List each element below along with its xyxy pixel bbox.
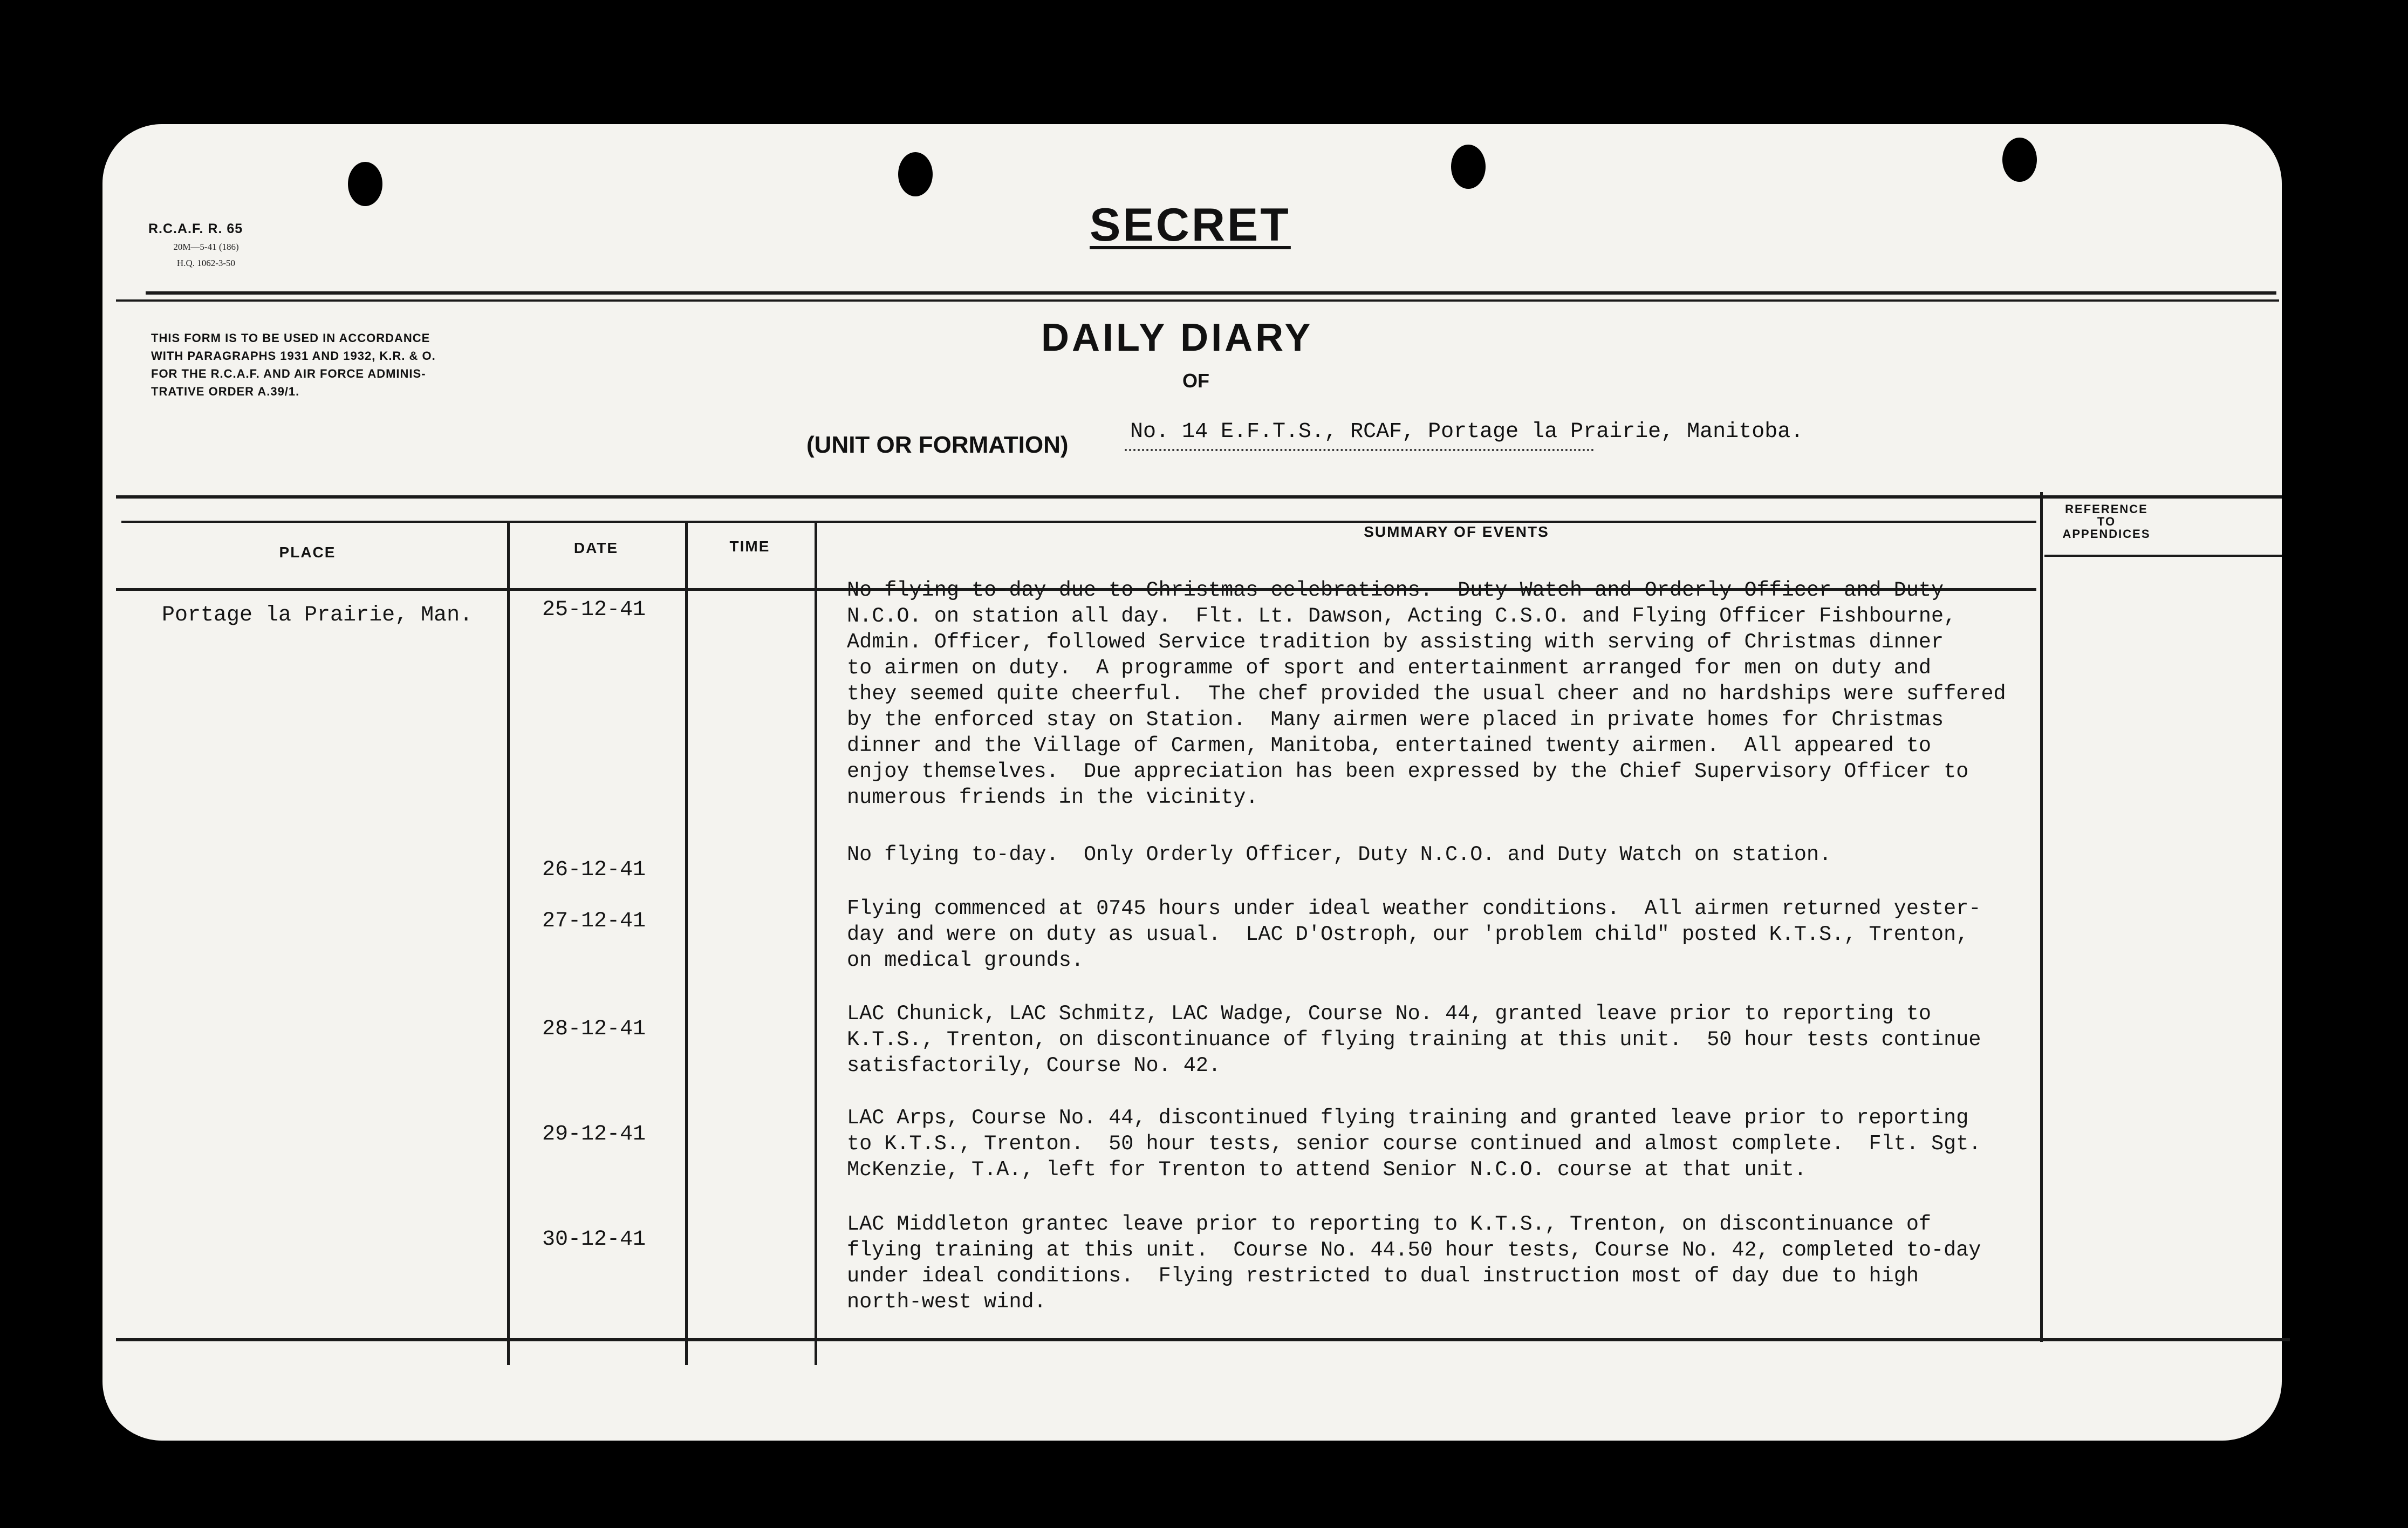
summary-line: numerous friends in the vicinity. <box>847 786 1258 809</box>
reference-header-line-1: REFERENCE <box>2065 502 2148 516</box>
document-title-of: OF <box>1182 370 1209 392</box>
binder-hole-3 <box>1451 145 1486 189</box>
binder-hole-2 <box>898 152 933 196</box>
date-time-divider <box>685 521 688 1365</box>
entry-date-5: 29-12-41 <box>542 1122 646 1147</box>
entry-date-1: 25-12-41 <box>542 598 646 622</box>
unit-label: (UNIT OR FORMATION) <box>806 432 1069 458</box>
entry-date-6: 30-12-41 <box>542 1227 646 1252</box>
form-hq-code: H.Q. 1062-3-50 <box>176 258 236 268</box>
binder-hole-4 <box>2002 138 2037 182</box>
entry-place: Portage la Prairie, Man. <box>162 603 473 627</box>
unit-value: No. 14 E.F.T.S., RCAF, Portage la Prairie, Manitoba. <box>1130 420 1804 444</box>
reference-header-rule <box>2044 555 2282 557</box>
summary-line: No flying to-day due to Christmas celebrations. Duty Watch and Orderly Officer and Duty <box>847 578 1944 602</box>
time-summary-divider <box>815 521 817 1365</box>
summary-line: to airmen on duty. A programme of sport and entertainment arranged for men on duty and <box>847 656 1932 680</box>
summary-line: north-west wind. <box>847 1290 1046 1314</box>
summary-line: Admin. Officer, followed Service tradition by assisting with serving of Christmas dinner <box>847 630 1944 654</box>
usage-note-line-1: THIS FORM IS TO BE USED IN ACCORDANCE <box>151 331 430 345</box>
form-usage-note <box>151 329 561 400</box>
entry-summary-1 <box>847 577 2082 810</box>
column-header-place: PLACE <box>279 544 336 561</box>
entry-summary-5 <box>847 1105 2082 1183</box>
column-header-summary: SUMMARY OF EVENTS <box>1364 523 1549 540</box>
summary-line: LAC Middleton grantec leave prior to reporting to K.T.S., Trenton, on discontinuance of <box>847 1212 1932 1236</box>
reference-header-line-3: APPENDICES <box>2062 527 2151 541</box>
summary-line: Flying commenced at 0745 hours under ideal weather conditions. All airmen returned yester- <box>847 897 1981 920</box>
summary-line: K.T.S., Trenton, on discontinuance of flying training at this unit. 50 hour tests continue <box>847 1028 1981 1052</box>
usage-note-line-2: WITH PARAGRAPHS 1931 AND 1932, K.R. & O. <box>151 349 436 363</box>
column-header-date: DATE <box>573 540 619 556</box>
reference-header-line-2: TO <box>2097 515 2116 528</box>
summary-line: LAC Chunick, LAC Schmitz, LAC Wadge, Course No. 44, granted leave prior to reporting to <box>847 1002 1932 1026</box>
binder-hole-1 <box>348 162 382 206</box>
column-header-time: TIME <box>729 538 770 555</box>
summary-line: flying training at this unit. Course No. 44.50 hour tests, Course No. 42, completed to-day <box>847 1238 1981 1262</box>
usage-note-line-3: FOR THE R.C.A.F. AND AIR FORCE ADMINIS- <box>151 367 426 380</box>
summary-line: on medical grounds. <box>847 949 1084 972</box>
usage-note-line-4: TRATIVE ORDER A.39/1. <box>151 385 300 398</box>
summary-line: N.C.O. on station all day. Flt. Lt. Dawson, Acting C.S.O. and Flying Officer Fishbourne, <box>847 604 1957 628</box>
summary-line: dinner and the Village of Carmen, Manitoba, entertained twenty airmen. All appeared to <box>847 734 1932 758</box>
table-top-rule <box>116 495 2282 499</box>
unit-dotted-line <box>1125 449 1594 451</box>
header-rule-2 <box>116 299 2279 302</box>
summary-line: by the enforced stay on Station. Many airmen were placed in private homes for Christmas <box>847 708 1944 732</box>
entry-date-4: 28-12-41 <box>542 1017 646 1041</box>
table-bottom-rule <box>116 1338 2290 1341</box>
column-header-reference <box>2044 503 2168 540</box>
header-rule <box>146 291 2276 295</box>
summary-line: No flying to-day. Only Orderly Officer, Duty N.C.O. and Duty Watch on station. <box>847 843 1832 867</box>
summary-line: to K.T.S., Trenton. 50 hour tests, senior course continued and almost complete. Flt. Sgt. <box>847 1132 1981 1156</box>
entry-summary-4 <box>847 1001 2082 1079</box>
form-print-code: 20M—5-41 (186) <box>173 242 239 252</box>
form-number: R.C.A.F. R. 65 <box>148 221 243 236</box>
summary-line: satisfactorily, Course No. 42. <box>847 1054 1221 1077</box>
table-header-top-rule <box>121 521 2036 523</box>
entry-summary-3 <box>847 896 2082 973</box>
classification-stamp: SECRET <box>1090 199 1291 251</box>
summary-line: day and were on duty as usual. LAC D'Ostroph, our 'problem child" posted K.T.S., Trenton, <box>847 923 1969 946</box>
document-title: DAILY DIARY <box>1041 316 1314 359</box>
summary-line: under ideal conditions. Flying restricted to dual instruction most of day due to high <box>847 1264 1919 1288</box>
summary-line: enjoy themselves. Due appreciation has been expressed by the Chief Supervisory Officer to <box>847 760 1969 783</box>
entry-summary-2 <box>847 842 2082 868</box>
place-date-divider <box>507 521 510 1365</box>
entry-date-2: 26-12-41 <box>542 858 646 882</box>
summary-line: they seemed quite cheerful. The chef provided the usual cheer and no hardships were suffered <box>847 682 2006 706</box>
entry-date-3: 27-12-41 <box>542 909 646 933</box>
summary-line: LAC Arps, Course No. 44, discontinued flying training and granted leave prior to reporting <box>847 1106 1969 1130</box>
summary-line: McKenzie, T.A., left for Trenton to attend Senior N.C.O. course at that unit. <box>847 1158 1807 1182</box>
entry-summary-6 <box>847 1211 2082 1315</box>
